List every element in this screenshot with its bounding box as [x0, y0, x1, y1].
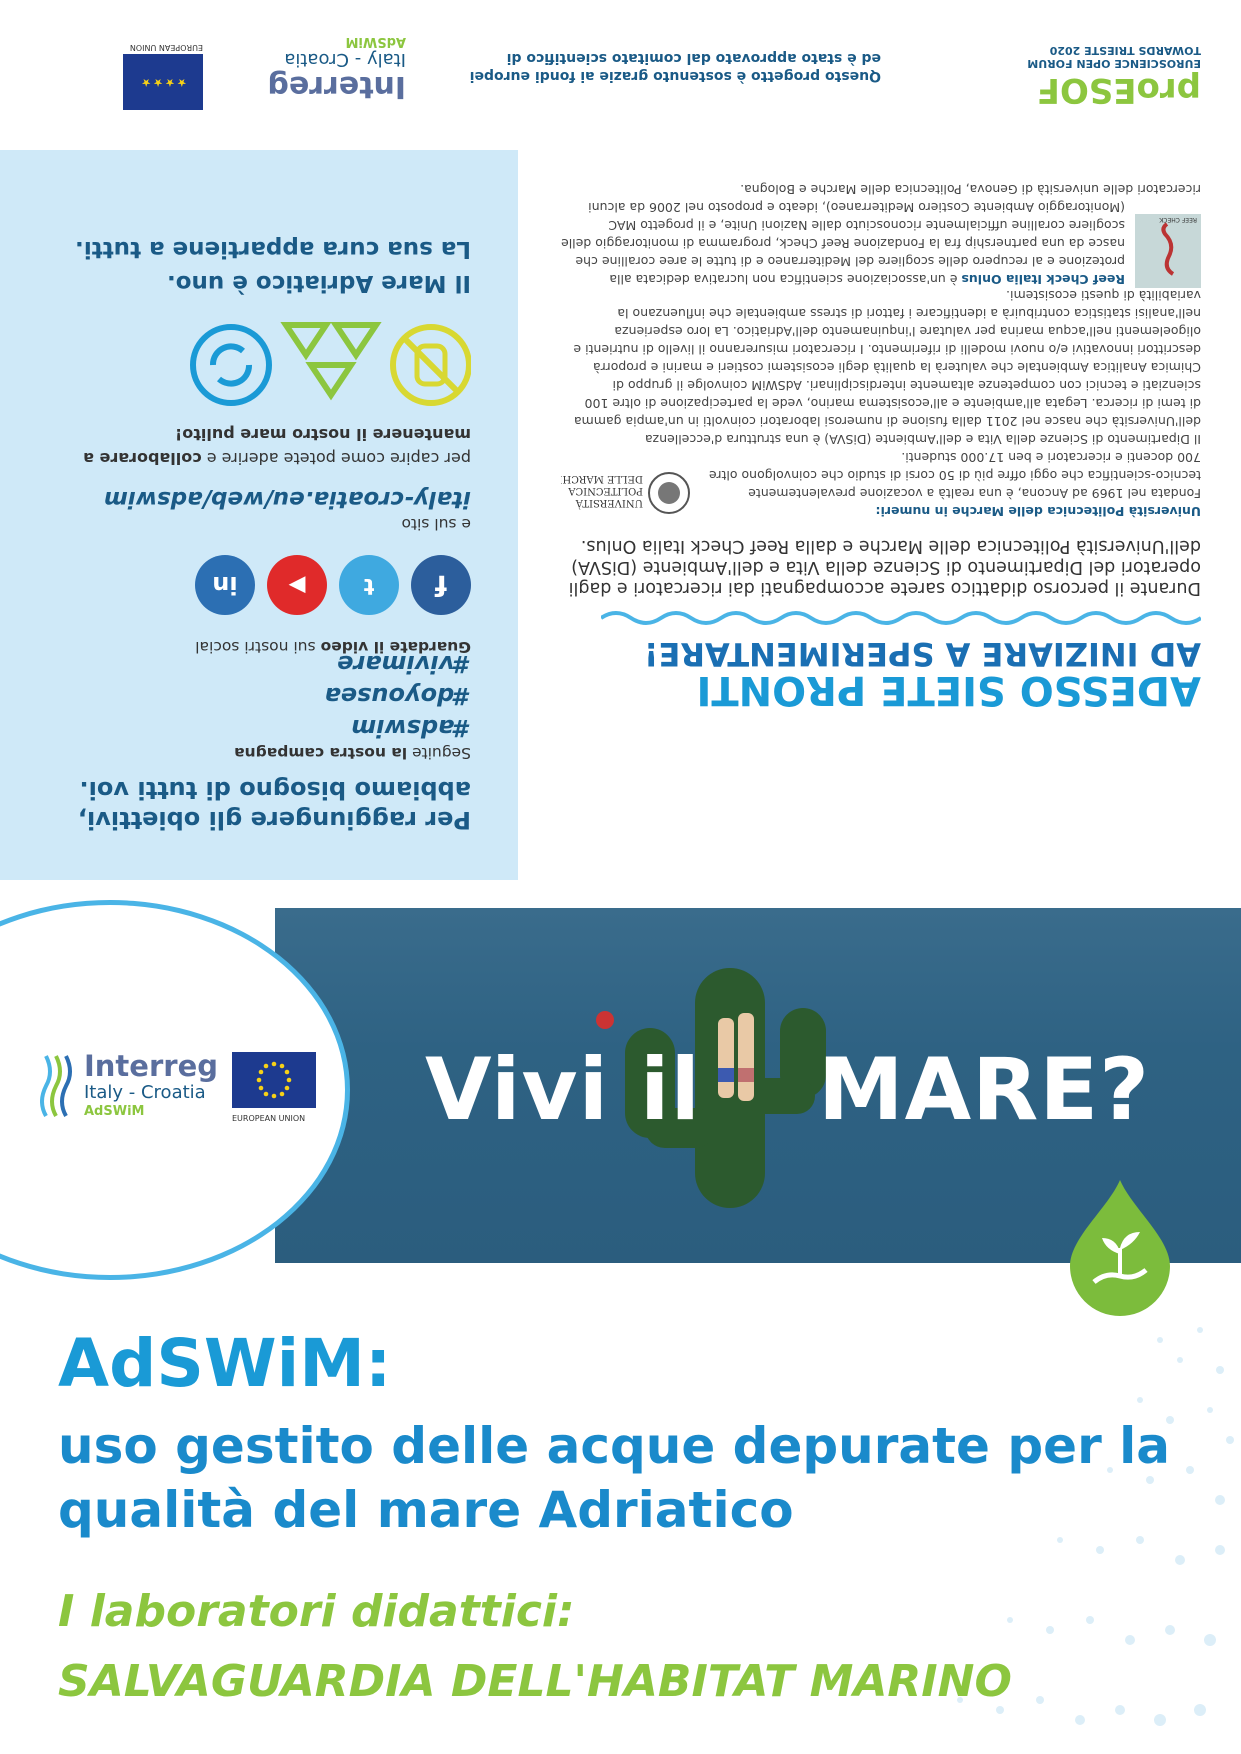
linkedin-icon[interactable]: in	[195, 555, 255, 615]
capire-bold: collaborare a mantenere il nostro mare pulito!	[83, 425, 471, 468]
strip-interreg-logo	[206, 34, 406, 102]
eu-logo	[232, 1052, 316, 1123]
recycle-icon	[286, 325, 376, 395]
headline-line-2: AD INIZIARE A SPERIMENTARE!	[643, 635, 1201, 673]
headline-line-1: ADESSO SIETE PRONTI	[696, 667, 1201, 713]
campaign-block	[31, 648, 471, 762]
strip-adswim: AdSWiM	[345, 34, 406, 49]
video-rest: sui nostri social	[195, 638, 321, 656]
no-hand-icon	[393, 327, 469, 403]
youtube-icon[interactable]: ▶	[267, 555, 327, 615]
capire-text: per capire come potete aderire e	[201, 449, 471, 468]
univ-title: Università Politecnica delle Marche in numeri:	[875, 504, 1201, 519]
flower-icon	[596, 1011, 614, 1029]
hashtag-adswim[interactable]: #adswim	[351, 714, 471, 742]
mare-text: MARE?	[818, 1040, 1150, 1140]
eco-icons	[31, 320, 471, 410]
eu-flag-icon	[232, 1052, 316, 1108]
labs-topic: SALVAGUARDIA DELL'HABITAT MARINO	[58, 1656, 1012, 1707]
univ-text: Fondata nel 1969 ad Ancona, è una realtà a vocazione prevalentemente tecnico-scientifica che oggi offre più di 50 corsi di studio che coinvolgono oltre 700 docenti e ricercatori e ben 17.000 studenti.	[708, 450, 1201, 501]
strip-eu-text: EUROPEAN UNION	[129, 43, 203, 52]
reef-check-block	[561, 180, 1201, 288]
strip-italy-croatia: Italy - Croatia	[284, 49, 406, 70]
proesof-sub-2: TOWARDS TRIESTE 2020	[1049, 44, 1201, 57]
page-subtitle: uso gestito delle acque depurate per la qualità del mare Adriatico	[58, 1417, 1171, 1539]
interreg-text: Interreg	[84, 1049, 218, 1083]
follow-bold: la nostra campagna	[234, 744, 408, 762]
page-title: AdSWiM:	[58, 1325, 392, 1402]
adriatico-line-1: Il Mare Adriatico è uno.	[166, 270, 471, 296]
refresh-icon	[193, 327, 269, 403]
hashtag-vivimare[interactable]: #vivimare	[337, 650, 471, 678]
proesof-logo	[921, 44, 1201, 110]
svg-text:UNIVERSITÀ: UNIVERSITÀ	[575, 497, 643, 508]
svg-text:POLITECNICA: POLITECNICA	[568, 485, 643, 496]
disva-text: Il Dipartimento di Scienze della Vita e dell'Ambiente (DiSVA) è una struttura d'eccellenza dell'Università che nasce nel 2011 dalla fusione di numerosi laboratori coinvolti in un'ampia gamma di temi di ricerca. Legata all'ambiente e all'ecosistema marino, vede la partecipazione di oltre 100 scienziati e tecnici con competenze altamente interdisciplinari. AdSWiM coinvolge il gruppo di Chimica Analitica Ambientale che valuterà la qualità degli ecosistemi costieri e marini e proporrà descrittori innovativi e/o nuovi modelli di riferimento. I ricercatori misureranno il livello di nutrienti e oligoelementi nell'acqua marina per valutare l'inquinamento dell'Adriatico. La loro esperienza nell'analisi statistica contribuirà a identificare i fattori di stress ambientale che influenzano la variabilità di questi ecosistemi.	[573, 288, 1201, 447]
wave-divider	[601, 608, 1201, 628]
university-logo	[561, 466, 691, 520]
strip-eu-flag-icon: ★★★★	[123, 54, 203, 110]
follow-prefix: Seguite	[407, 744, 471, 762]
strip-eu-logo	[83, 43, 203, 110]
site-label: e sul sito	[401, 515, 471, 533]
adswim-label: AdSWiM	[84, 1104, 145, 1119]
collaborate-text	[31, 422, 471, 470]
reef-text: è un'associazione scientifica non lucrativa dedicata alla protezione e al recupero delle scogliere del Mediterraneo e di tutte le aree coralline che nasce da una partnership fra la Fondazione Reef Check, programma di monitoraggio delle scogliere coralline ufficialmente riconosciuto dalle Nazioni Unite, e il progetto MAC (Monitoraggio Ambiente Costiero Mediterraneo), ideato e proposto nel 2006 da alcuni ricercatori delle università di Genova, Politecnica delle Marche e Bologna.	[561, 182, 1201, 287]
svg-text:DELLE MARCHE: DELLE MARCHE	[561, 473, 643, 484]
social-row	[31, 553, 471, 615]
experiment-headline	[581, 635, 1201, 713]
strip-interreg-text: Interreg	[267, 69, 406, 104]
labs-heading: I laboratori didattici:	[58, 1586, 575, 1637]
facebook-icon[interactable]: f	[411, 555, 471, 615]
eu-text: EUROPEAN UNION	[232, 1114, 306, 1123]
video-bold: Guardate il video	[320, 638, 471, 656]
interreg-waves-icon	[40, 1052, 74, 1120]
hashtag-doyousea[interactable]: #doyousea	[324, 682, 471, 710]
italy-croatia-text: Italy - Croatia	[84, 1082, 206, 1103]
intro-paragraph: Durante il percorso didattico sarete accompagnati dai ricercatori e dagli operatori del Dipartimento di Scienze della Vita e dell'Ambiente (DiSVA) dell'Università Politecnica delle Marche e dalla Reef Check Italia Onlus.	[568, 536, 1201, 598]
reef-title: Reef Check Italia Onlus	[961, 272, 1125, 287]
sprout-drop-icon	[1068, 1178, 1172, 1316]
svg-text:REEF CHECK: REEF CHECK	[1159, 216, 1197, 223]
proesof-text: proESOF	[1036, 70, 1201, 110]
panel-headline: Per raggiungere gli obiettivi, abbiamo bisogno di tutti voi.	[77, 776, 471, 834]
adriatico-line-2: La sua cura appartiene a tutti.	[75, 236, 471, 262]
video-text	[31, 638, 471, 656]
adriatico-message	[31, 232, 471, 300]
university-block	[561, 286, 1201, 520]
strip-note: Questo progetto è sostenuto grazie ai fondi europei ed è stato approvato dal comitato scientifico di	[469, 50, 881, 84]
vivi-text: Vivi il	[425, 1040, 701, 1140]
twitter-icon[interactable]: t	[339, 555, 399, 615]
website-link[interactable]: italy-croatia.eu/web/adswim	[103, 486, 471, 512]
reef-check-logo	[1135, 214, 1201, 288]
proesof-sub-1: EUROSCIENCE OPEN FORUM	[1027, 57, 1201, 70]
interreg-logo	[40, 1050, 240, 1122]
